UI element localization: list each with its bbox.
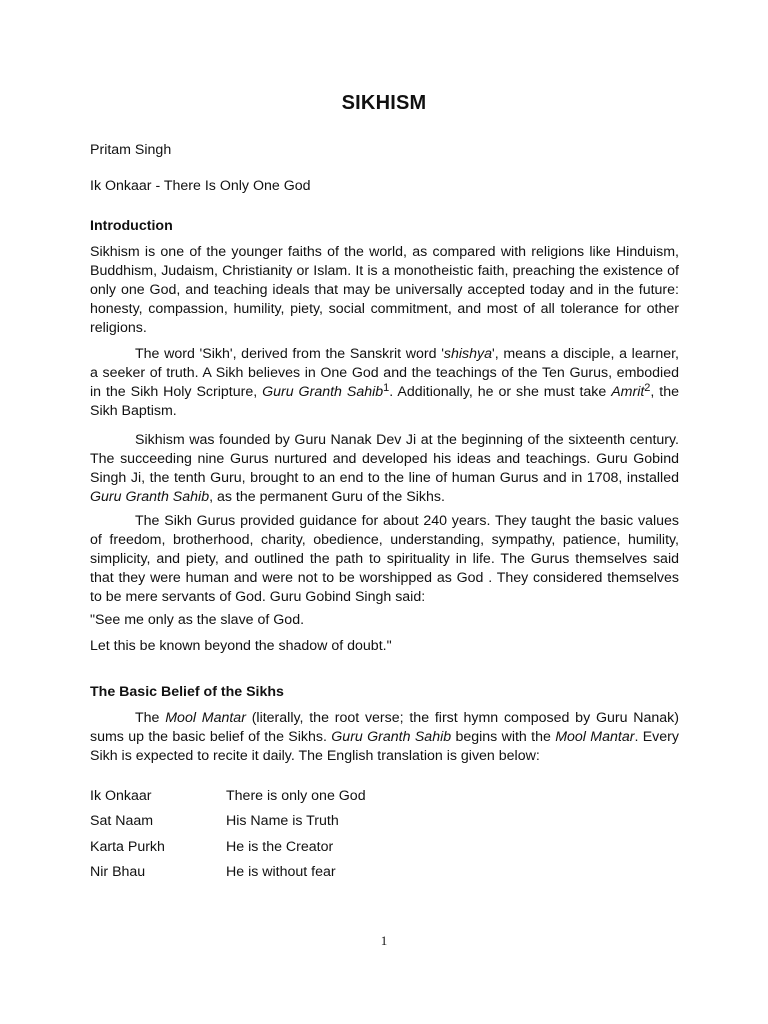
italic-term-guru-granth-sahib: Guru Granth Sahib <box>331 729 452 745</box>
text-run: . Additionally, he or she must take <box>389 384 612 400</box>
text-run: ', means a disciple, a learner, a seeker of truth. A Sikh believes in One God and the teachings of the Ten Gurus, embodied in the Sikh Holy Scripture, <box>90 346 679 400</box>
intro-paragraph-2 <box>90 345 679 421</box>
intro-paragraph-4: The Sikh Gurus provided guidance for about 240 years. They taught the basic values of freedom, brotherhood, charity, obedience, understanding, sympathy, patience, humility, simplicity, and piety, and outlined the path to spirituality in life. The Gurus themselves said that they were human and were not to be worshipped as God . They considered themselves to be mere servants of God. Guru Gobind Singh said: <box>90 513 679 605</box>
text-run: (literally, the root verse; the first hymn composed by Guru Nanak) sums up the basic belief of the Sikhs. <box>90 710 679 745</box>
text-run: , as the permanent Guru of the Sikhs. <box>209 489 445 505</box>
mantar-row <box>90 864 690 889</box>
document-title: SIKHISM <box>341 92 427 114</box>
italic-term-shishya: shishya <box>443 346 493 362</box>
mantar-meaning: He is the Creator <box>226 838 334 855</box>
mantar-term: Karta Purkh <box>90 838 165 855</box>
mantar-row <box>90 813 690 838</box>
text-run: begins with the <box>451 729 556 745</box>
italic-term-mool-mantar: Mool Mantar <box>555 729 635 745</box>
text-run: , the Sikh Baptism. <box>90 384 680 419</box>
mantar-term: Ik Onkaar <box>90 788 152 804</box>
italic-term-guru-granth-sahib: Guru Granth Sahib <box>262 384 384 400</box>
italic-term-mool-mantar: Mool Mantar <box>165 710 246 726</box>
mantar-meaning: His Name is Truth <box>226 813 339 830</box>
mantar-row <box>90 788 690 813</box>
text-run: The <box>135 710 166 726</box>
footnote-marker-2: 2 <box>644 382 651 394</box>
page-number: 1 <box>380 933 388 948</box>
mantar-meaning: He is without fear <box>226 863 336 880</box>
mantar-row <box>90 839 690 864</box>
basic-belief-paragraph <box>90 709 679 766</box>
quote-line-2: Let this be known beyond the shadow of doubt." <box>90 638 392 654</box>
section-heading-introduction: Introduction <box>90 218 173 234</box>
text-run: The word 'Sikh', derived from the Sanskrit word ' <box>135 346 444 362</box>
mantar-term: Sat Naam <box>90 813 154 830</box>
mantar-meaning: There is only one God <box>226 788 366 804</box>
footnote-marker-1: 1 <box>383 382 390 394</box>
mantar-term: Nir Bhau <box>90 863 146 880</box>
mool-mantar-table <box>90 788 690 889</box>
italic-term-guru-granth-sahib: Guru Granth Sahib <box>90 489 210 505</box>
intro-paragraph-1: Sikhism is one of the younger faiths of the world, as compared with religions like Hinduism, Buddhism, Judaism, Christianity or Islam. It is a monotheistic faith, preaching the existence of only one God, and teaching ideals that may be universally accepted today and in the future: honesty, compassion, humility, piety, social commitment, and most of all tolerance for other religions. <box>90 244 679 336</box>
document-subtitle: Ik Onkaar - There Is Only One God <box>90 178 311 194</box>
italic-term-amrit: Amrit <box>611 384 645 400</box>
quote-line-1: "See me only as the slave of God. <box>90 612 305 628</box>
section-heading-basic-belief: The Basic Belief of the Sikhs <box>90 684 284 700</box>
intro-paragraph-3 <box>90 431 679 507</box>
text-run: Sikhism was founded by Guru Nanak Dev Ji at the beginning of the sixteenth century. The succeeding nine Gurus nurtured and developed his ideas and teachings. Guru Gobind Singh Ji, the tenth Guru, brought to an end to the line of human Gurus and in 1708, installed <box>90 432 679 486</box>
text-run: . Every Sikh is expected to recite it daily. The English translation is given below: <box>90 729 679 764</box>
author-name: Pritam Singh <box>90 142 172 158</box>
